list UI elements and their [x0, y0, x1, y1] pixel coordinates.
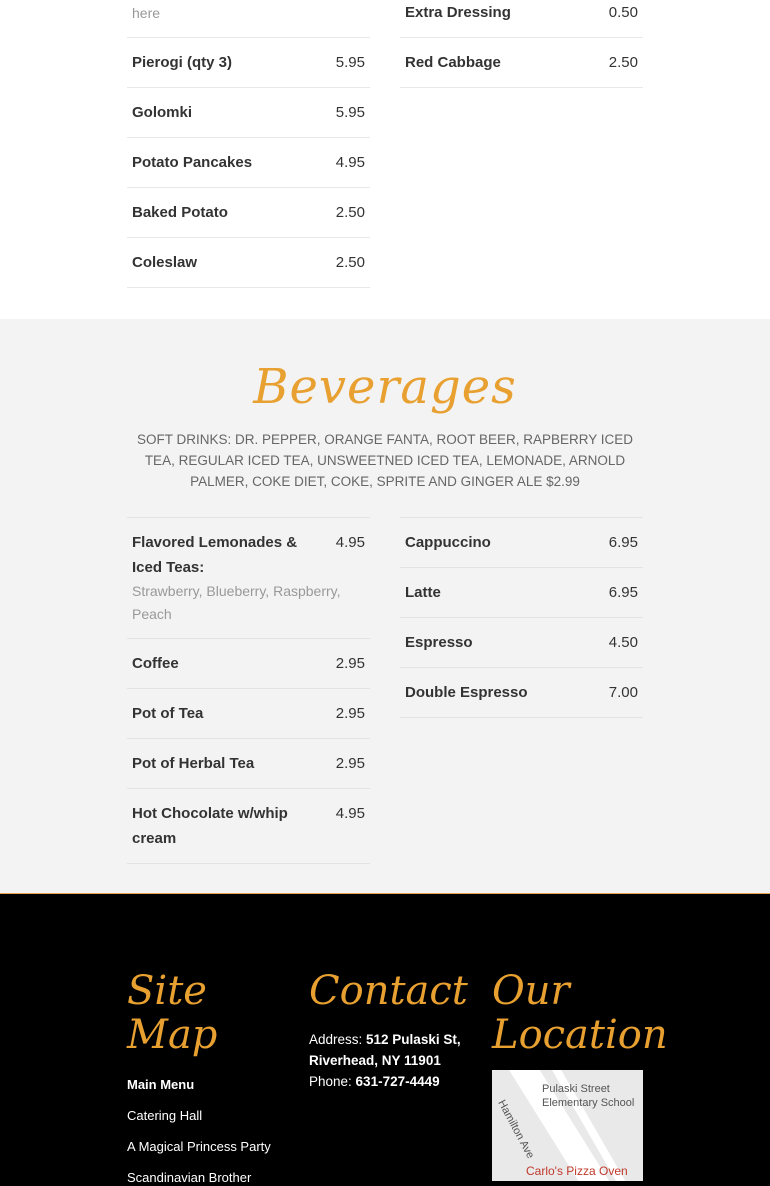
menu-item-price: 2.50: [335, 204, 365, 221]
menu-item-price: 0.50: [608, 4, 638, 21]
menu-item-price: 2.95: [335, 655, 365, 672]
beverages-section: [0, 319, 770, 894]
menu-item-name: Pot of Herbal Tea: [132, 755, 255, 772]
site-footer: [0, 894, 770, 1186]
section-description: SOFT DRINKS: DR. PEPPER, ORANGE FANTA, ROOT BEER, RAPBERRY ICED TEA, REGULAR ICED TEA, UNSWEETNED ICED TEA, LEMONADE, ARNOLD PALMER, COKE DIET, COKE, SPRITE AND GINGER ALE $2.99: [136, 432, 634, 489]
menu-item: [400, 618, 643, 668]
map-street-label: Hamilton Ave: [495, 1098, 537, 1161]
menu-item-name: Pot of Tea: [132, 705, 204, 722]
menu-item-price: 6.95: [608, 534, 638, 551]
sitemap-heading: Main Menu: [127, 1077, 195, 1092]
beverages-left-column: [127, 517, 370, 864]
menu-item: [400, 518, 643, 568]
menu-item: [127, 789, 370, 864]
menu-item-price: 5.95: [335, 104, 365, 121]
contact-address: [309, 1029, 479, 1071]
menu-item: [400, 0, 643, 38]
menu-item-partial: [127, 0, 370, 38]
sitemap-link-princess-party[interactable]: A Magical Princess Party: [127, 1139, 271, 1154]
menu-item-name: Extra Dressing: [405, 4, 511, 21]
menu-item-price: 7.00: [608, 684, 638, 701]
section-title: Beverages: [253, 359, 517, 415]
menu-item-desc: Strawberry, Blueberry, Raspberry, Peach: [132, 583, 341, 622]
phone-value[interactable]: 631-727-4449: [355, 1074, 440, 1089]
sitemap-link-partial[interactable]: Scandinavian Brother: [127, 1170, 252, 1185]
sitemap-title-line2: Map: [127, 1012, 218, 1058]
menu-item: [400, 568, 643, 618]
menu-item: [127, 38, 370, 88]
menu-item: [127, 518, 370, 639]
menu-item-name: Golomki: [132, 104, 193, 121]
menu-item-name: Double Espresso: [405, 684, 528, 701]
menu-item-desc: here: [132, 5, 161, 21]
sitemap-title: [127, 969, 287, 1057]
location-title-line1: Our: [492, 968, 570, 1014]
menu-item-price: 4.95: [335, 534, 365, 551]
sitemap-title-line1: Site: [127, 968, 207, 1014]
menu-item: [127, 639, 370, 689]
menu-item-price: 5.95: [335, 54, 365, 71]
menu-item-name: Pierogi (qty 3): [132, 54, 233, 71]
menu-item-price: 6.95: [608, 584, 638, 601]
food-menu-right-column: [400, 0, 643, 88]
menu-item: [127, 739, 370, 789]
menu-item-name: Red Cabbage: [405, 54, 501, 71]
menu-item-price: 2.95: [335, 705, 365, 722]
contact-column: [309, 969, 479, 1092]
menu-item-name: Coffee: [132, 655, 179, 672]
address-value: 512 Pulaski St, Riverhead, NY 11901: [309, 1032, 461, 1068]
menu-item-name: Baked Potato: [132, 204, 228, 221]
menu-item: [127, 188, 370, 238]
sitemap-column: [127, 969, 287, 1185]
map-poi-label: Carlo's Pizza Oven: [526, 1164, 628, 1178]
menu-item: [400, 668, 643, 718]
menu-item-name: Coleslaw: [132, 254, 198, 271]
menu-item-price: 4.95: [335, 805, 365, 822]
menu-item: [127, 88, 370, 138]
phone-label: Phone:: [309, 1074, 356, 1089]
address-label: Address:: [309, 1032, 367, 1047]
sitemap-link-catering-hall[interactable]: Catering Hall: [127, 1108, 203, 1123]
menu-item: [127, 138, 370, 188]
menu-item-price: 2.50: [608, 54, 638, 71]
location-title-line2: Location: [492, 1012, 668, 1058]
menu-item-price: 4.95: [335, 154, 365, 171]
menu-item-price: 2.95: [335, 755, 365, 772]
menu-item-name: Espresso: [405, 634, 473, 651]
menu-item: [400, 38, 643, 88]
contact-info: [309, 1029, 479, 1092]
location-column: [492, 968, 668, 1181]
location-title: [492, 968, 668, 1058]
food-menu-left-column: [127, 0, 370, 288]
menu-item-price: 4.50: [608, 634, 638, 651]
beverages-right-column: [400, 517, 643, 718]
contact-phone: [309, 1071, 479, 1092]
menu-item-name: Cappuccino: [405, 534, 491, 551]
menu-item-price: 2.50: [335, 254, 365, 271]
menu-item: [127, 689, 370, 739]
food-menu-section: [0, 0, 770, 319]
menu-item: [127, 238, 370, 288]
menu-item-name: Latte: [405, 584, 441, 601]
map-school-label: Pulaski Street Elementary School: [542, 1083, 635, 1109]
menu-item-name: Hot Chocolate w/whip cream: [132, 805, 288, 847]
menu-item-name: Potato Pancakes: [132, 154, 253, 171]
contact-title: Contact: [309, 968, 468, 1014]
menu-item-name: Flavored Lemonades & Iced Teas:: [132, 534, 298, 576]
location-map[interactable]: [492, 1070, 643, 1181]
